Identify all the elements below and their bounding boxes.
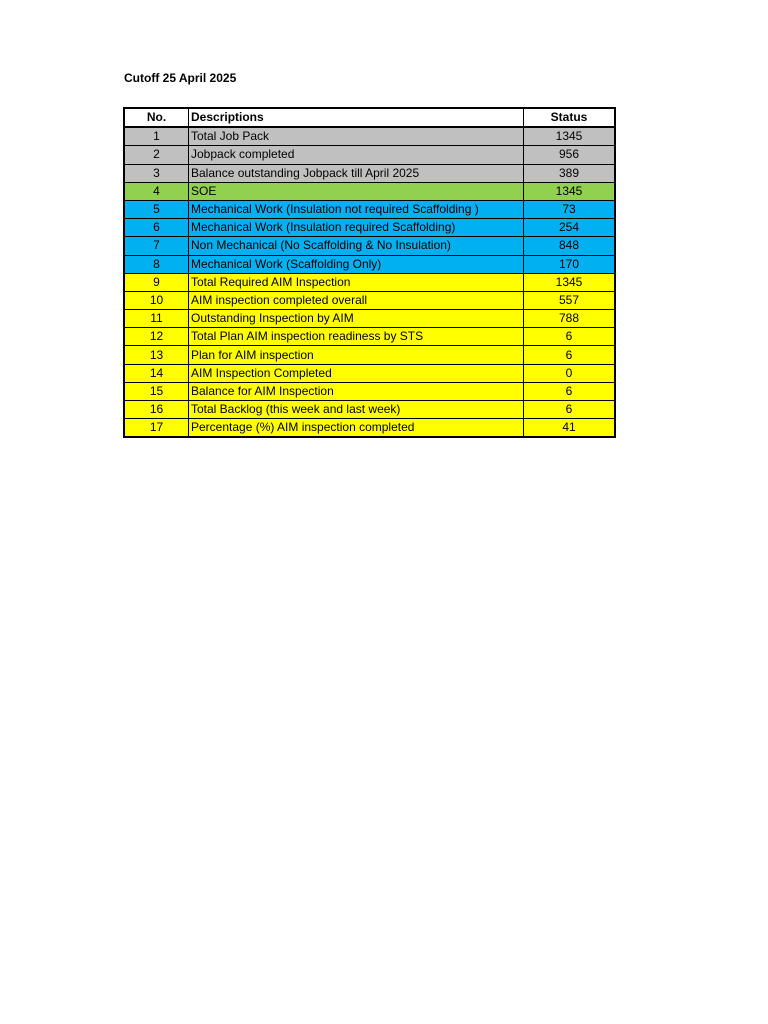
row-description-cell: Balance outstanding Jobpack till April 2025 [189, 164, 524, 182]
row-number-cell: 11 [124, 310, 189, 328]
row-description-cell: Mechanical Work (Scaffolding Only) [189, 255, 524, 273]
row-status-cell: 41 [524, 419, 616, 438]
row-number-cell: 7 [124, 237, 189, 255]
row-number-cell: 17 [124, 419, 189, 438]
row-number-cell: 13 [124, 346, 189, 364]
table-body [124, 127, 615, 437]
table-row [124, 291, 615, 309]
row-status-cell: 557 [524, 291, 616, 309]
column-header-no: No. [124, 108, 189, 127]
row-number-cell: 9 [124, 273, 189, 291]
row-number-cell: 8 [124, 255, 189, 273]
row-description-cell: Total Plan AIM inspection readiness by STS [189, 328, 524, 346]
row-number-cell: 14 [124, 364, 189, 382]
table-row [124, 146, 615, 164]
table-row [124, 382, 615, 400]
cutoff-title: Cutoff 25 April 2025 [124, 71, 237, 85]
row-description-cell: SOE [189, 182, 524, 200]
column-header-status: Status [524, 108, 616, 127]
row-description-cell: Percentage (%) AIM inspection completed [189, 419, 524, 438]
status-table [123, 107, 616, 438]
row-description-cell: Total Job Pack [189, 127, 524, 146]
column-header-descriptions: Descriptions [189, 108, 524, 127]
row-number-cell: 15 [124, 382, 189, 400]
row-status-cell: 170 [524, 255, 616, 273]
row-description-cell: Total Required AIM Inspection [189, 273, 524, 291]
row-description-cell: Mechanical Work (Insulation not required Scaffolding ) [189, 200, 524, 218]
row-description-cell: Non Mechanical (No Scaffolding & No Insulation) [189, 237, 524, 255]
row-status-cell: 73 [524, 200, 616, 218]
table-row [124, 219, 615, 237]
row-status-cell: 6 [524, 328, 616, 346]
row-status-cell: 254 [524, 219, 616, 237]
table-row [124, 164, 615, 182]
table-row [124, 401, 615, 419]
row-number-cell: 3 [124, 164, 189, 182]
table-row [124, 237, 615, 255]
row-number-cell: 4 [124, 182, 189, 200]
row-status-cell: 0 [524, 364, 616, 382]
table-row [124, 328, 615, 346]
row-description-cell: AIM inspection completed overall [189, 291, 524, 309]
table-row [124, 310, 615, 328]
table-row [124, 346, 615, 364]
row-status-cell: 788 [524, 310, 616, 328]
row-number-cell: 2 [124, 146, 189, 164]
table-row [124, 200, 615, 218]
row-status-cell: 389 [524, 164, 616, 182]
row-description-cell: Plan for AIM inspection [189, 346, 524, 364]
row-status-cell: 6 [524, 401, 616, 419]
table-row [124, 273, 615, 291]
row-number-cell: 6 [124, 219, 189, 237]
table-row [124, 127, 615, 146]
row-description-cell: AIM Inspection Completed [189, 364, 524, 382]
table-row [124, 364, 615, 382]
row-number-cell: 5 [124, 200, 189, 218]
row-description-cell: Total Backlog (this week and last week) [189, 401, 524, 419]
row-number-cell: 10 [124, 291, 189, 309]
row-description-cell: Balance for AIM Inspection [189, 382, 524, 400]
row-number-cell: 16 [124, 401, 189, 419]
table-row [124, 182, 615, 200]
row-status-cell: 6 [524, 382, 616, 400]
row-description-cell: Mechanical Work (Insulation required Scaffolding) [189, 219, 524, 237]
row-status-cell: 956 [524, 146, 616, 164]
row-status-cell: 1345 [524, 273, 616, 291]
row-description-cell: Jobpack completed [189, 146, 524, 164]
row-number-cell: 12 [124, 328, 189, 346]
row-status-cell: 1345 [524, 127, 616, 146]
row-status-cell: 848 [524, 237, 616, 255]
table-header-row [124, 108, 615, 127]
table-row [124, 255, 615, 273]
table-row [124, 419, 615, 438]
row-status-cell: 6 [524, 346, 616, 364]
row-description-cell: Outstanding Inspection by AIM [189, 310, 524, 328]
row-status-cell: 1345 [524, 182, 616, 200]
row-number-cell: 1 [124, 127, 189, 146]
